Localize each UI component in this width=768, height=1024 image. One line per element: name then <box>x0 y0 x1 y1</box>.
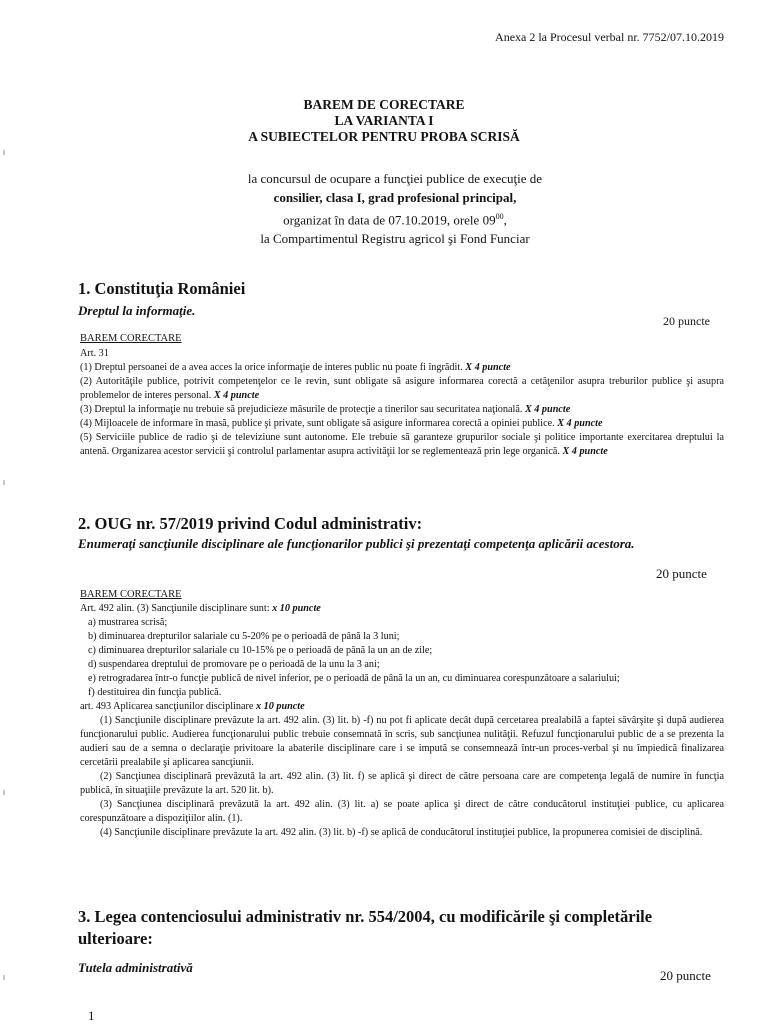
section-1-body <box>80 347 724 459</box>
intro-date <box>0 207 768 229</box>
score-mark: x 10 puncte <box>255 701 305 712</box>
section-2-points: 20 puncte <box>656 566 707 581</box>
section-1-subheading: Dreptul la informaţie. <box>78 303 196 318</box>
scan-margin-mark <box>3 480 5 485</box>
paragraph-text: (1) Dreptul persoanei de a avea acces la orice informaţie de interes public nu poate fi îngrădit. <box>80 362 463 373</box>
page-number: 1 <box>88 1008 95 1023</box>
paragraph <box>80 417 724 431</box>
paragraph: (2) Sancţiunea disciplinară prevăzută la art. 492 alin. (3) lit. f) se aplică şi direct de către persoana care are competenţa legală de numire în funcţia publică, în situaţiile prevăzute la art. 520 lit. b). <box>80 771 724 796</box>
list-item: c) diminuarea drepturilor salariale cu 10-15% pe o perioadă de până la un an de zile; <box>88 645 433 656</box>
section-2-barem-label: BAREM CORECTARE <box>80 589 182 600</box>
section-3-points: 20 puncte <box>660 968 711 983</box>
paragraph: (4) Sancţiunile disciplinare prevăzute la art. 492 alin. (3) lit. b) -f) se aplică de conducătorul instituţiei publice, la propunerea comisiei de disciplină. <box>100 827 703 838</box>
article-number: Art. 31 <box>80 348 109 359</box>
paragraph <box>80 431 724 459</box>
title-line: LA VARIANTA I <box>334 113 434 128</box>
paragraph <box>80 403 724 417</box>
annex-reference: Anexa 2 la Procesul verbal nr. 7752/07.10.2019 <box>495 30 724 44</box>
paragraph-text: (3) Dreptul la informaţie nu trebuie să prejudicieze măsurile de protecţie a tinerilor sau securitatea naţională. <box>80 404 523 415</box>
document-title <box>0 97 768 145</box>
title-line: A SUBIECTELOR PENTRU PROBA SCRISĂ <box>248 129 520 144</box>
article-number <box>80 700 724 714</box>
scan-margin-mark <box>3 790 5 795</box>
section-1-points: 20 puncte <box>663 314 710 328</box>
paragraph <box>80 375 724 403</box>
score-mark: X 4 puncte <box>465 362 511 373</box>
section-2-body <box>80 602 724 840</box>
section-3-subheading: Tutela administrativă <box>78 960 193 975</box>
section-2-heading: 2. OUG nr. 57/2019 privind Codul administrativ: <box>78 514 423 533</box>
intro-position: consilier, clasa I, grad profesional principal, <box>273 190 517 205</box>
score-mark: X 4 puncte <box>562 446 608 457</box>
scan-margin-mark <box>3 975 5 980</box>
intro-text <box>0 169 768 248</box>
paragraph-text: (2) Autorităţile publice, potrivit competenţelor ce le revin, sunt obligate să asigure informarea corectă a cetăţenilor asupra treburilor publice şi asupra problemelor de interes personal. <box>80 376 724 401</box>
paragraph-text: (5) Serviciile publice de radio şi de televiziune sunt autonome. Ele trebuie să garanteze grupurilor sociale şi politice importante exercitarea dreptului la antenă. Organizarea acestor servicii şi controlul parlamentar asupra activităţii lor se reglementează prin lege organică. <box>80 432 724 457</box>
section-1-barem-label: BAREM CORECTARE <box>80 333 182 344</box>
title-line: BAREM DE CORECTARE <box>303 97 465 112</box>
article-text: art. 493 Aplicarea sancţiunilor disciplinare <box>80 701 254 712</box>
article-number <box>80 602 724 616</box>
paragraph-text: (4) Mijloacele de informare în masă, publice şi private, sunt obligate să asigure informarea corectă a opiniei publice. <box>80 418 555 429</box>
list-item: a) mustrarea scrisă; <box>88 617 168 628</box>
list-item: e) retrogradarea într-o funcţie publică de nivel inferior, pe o perioadă de până la un an, cu diminuarea corespunzătoare a salariului; <box>88 673 620 684</box>
intro-line: la concursul de ocupare a funcţiei publice de execuţie de <box>247 171 543 186</box>
section-1-heading: 1. Constituţia României <box>78 279 246 298</box>
paragraph <box>80 361 724 375</box>
paragraph: (1) Sancţiunile disciplinare prevăzute la art. 492 alin. (3) lit. b) -f) nu pot fi aplicate decât după cercetarea prealabilă a faptei săvârşite şi după audierea funcţionarului public. Audierea funcţionarului public trebuie consemnată în scris, sub sancţiunea nulităţii. Refuzul funcţionarului public de a se prezenta la audieri sau de a semna o declaraţie privitoare la abaterile disciplinare care i se impută se consemnează într-un proces-verbal şi nu împiedică finalizarea cercetării prealabile şi aplicarea sancţiunii. <box>80 715 724 768</box>
score-mark: x 10 puncte <box>272 603 321 614</box>
intro-date-minutes: 00 <box>495 212 504 221</box>
list-item: f) destituirea din funcţia publică. <box>88 687 222 698</box>
intro-date-text: organizat în data de 07.10.2019, orele 09 <box>283 212 496 228</box>
intro-department: la Compartimentul Registru agricol şi Fond Funciar <box>260 231 530 247</box>
section-2-subheading: Enumeraţi sancţiunile disciplinare ale funcţionarilor publici şi prezentaţi competenţa aplicării acestora. <box>78 536 635 551</box>
list-item: b) diminuarea drepturilor salariale cu 5-20% pe o perioadă de până la 3 luni; <box>88 631 400 642</box>
article-text: Art. 492 alin. (3) Sancţiunile disciplinare sunt: <box>80 603 270 614</box>
list-item: d) suspendarea dreptului de promovare pe o perioadă de la unu la 3 ani; <box>88 659 380 670</box>
score-mark: X 4 puncte <box>524 404 571 415</box>
intro-date-punct: , <box>503 212 507 228</box>
section-3-heading: 3. Legea contenciosului administrativ nr. 554/2004, cu modificările şi completările ulterioare: <box>78 907 653 948</box>
score-mark: X 4 puncte <box>213 390 260 401</box>
scan-margin-mark <box>3 150 5 155</box>
score-mark: X 4 puncte <box>557 418 603 429</box>
paragraph: (3) Sancţiunea disciplinară prevăzută la art. 492 alin. (3) lit. a) se poate aplica şi direct de către conducătorul instituţiei publice, cu aplicarea corespunzătoare a dispoziţiilor alin. (1). <box>80 799 724 824</box>
